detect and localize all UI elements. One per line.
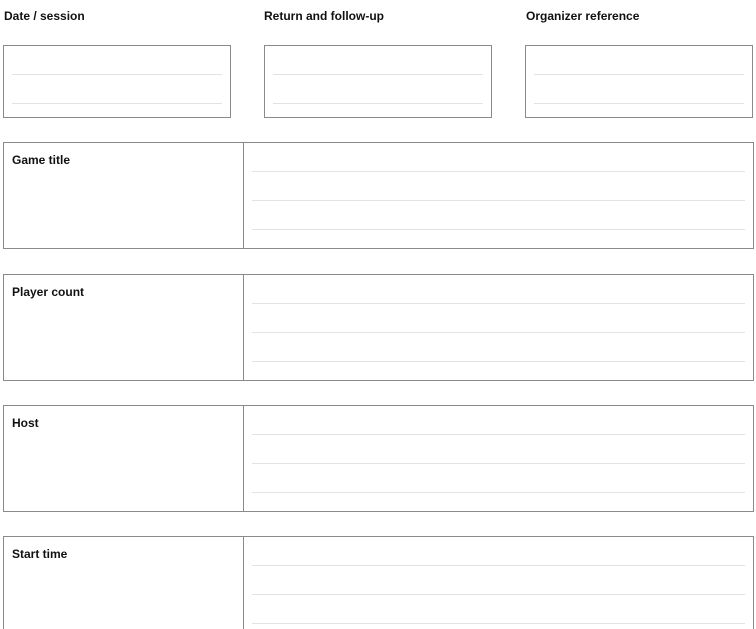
date-session-label: Date / session (4, 9, 85, 23)
return-follow-up-field[interactable] (264, 45, 492, 118)
guide-line (252, 623, 745, 624)
start-time-label: Start time (12, 547, 68, 561)
guide-line (252, 594, 745, 595)
guide-line (273, 74, 483, 75)
start-time-answer-field[interactable] (244, 537, 753, 629)
guide-line (252, 434, 745, 435)
date-session-field[interactable] (3, 45, 231, 118)
game-title-answer-field[interactable] (244, 143, 753, 248)
guide-line (252, 361, 745, 362)
guide-line (12, 74, 222, 75)
guide-line (252, 565, 745, 566)
guide-line (252, 200, 745, 201)
player-count-row (3, 274, 754, 381)
guide-line (252, 229, 745, 230)
return-follow-up-label: Return and follow-up (264, 9, 384, 23)
guide-line (252, 463, 745, 464)
game-title-label: Game title (12, 153, 71, 167)
host-answer-field[interactable] (244, 406, 753, 511)
host-row (3, 405, 754, 512)
start-time-label-cell (4, 537, 244, 629)
game-title-label-cell (4, 143, 244, 248)
guide-line (534, 74, 744, 75)
game-title-row (3, 142, 754, 249)
guide-line (252, 303, 745, 304)
guide-line (252, 171, 745, 172)
guide-line (252, 492, 745, 493)
player-count-label: Player count (12, 285, 85, 299)
start-time-row (3, 536, 754, 629)
guide-line (534, 103, 744, 104)
host-label: Host (12, 416, 39, 430)
guide-line (252, 332, 745, 333)
host-label-cell (4, 406, 244, 511)
player-count-answer-field[interactable] (244, 275, 753, 380)
guide-line (12, 103, 222, 104)
guide-line (273, 103, 483, 104)
organizer-reference-label: Organizer reference (526, 9, 640, 23)
organizer-reference-field[interactable] (525, 45, 753, 118)
player-count-label-cell (4, 275, 244, 380)
